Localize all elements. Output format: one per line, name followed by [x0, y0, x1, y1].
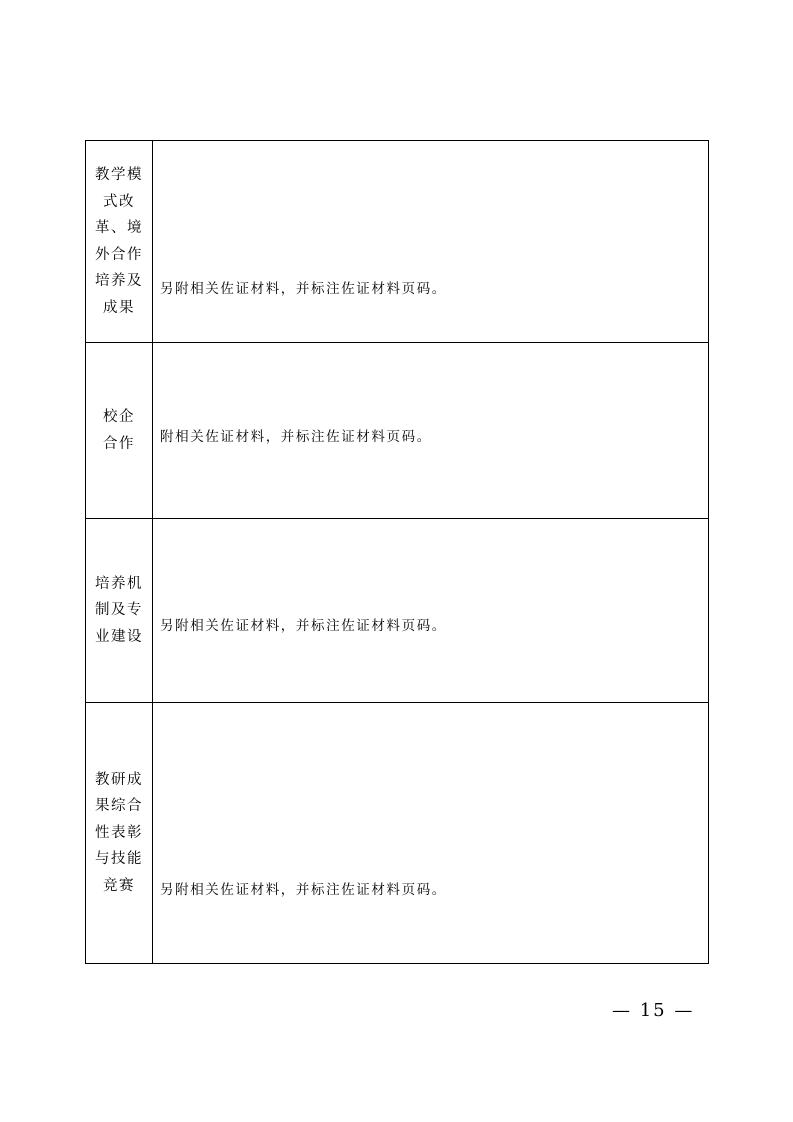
row-research-achievements [86, 703, 709, 964]
page-number: — 15 — [612, 1000, 695, 1021]
evidence-note: 另附相关佐证材料，并标注佐证材料页码。 [160, 618, 447, 634]
content-cell-teaching-reform[interactable] [153, 141, 709, 343]
label-cell-research-achievements [86, 703, 153, 964]
row-training-mechanism [86, 519, 709, 703]
evidence-note: 附相关佐证材料，并标注佐证材料页码。 [160, 429, 432, 445]
row-label: 校企合作 [103, 409, 135, 452]
label-cell-teaching-reform [86, 141, 153, 343]
content-cell-school-enterprise[interactable] [153, 343, 709, 519]
row-teaching-reform [86, 141, 709, 343]
row-label: 培养机制及专业建设 [95, 575, 143, 645]
content-cell-training-mechanism[interactable] [153, 519, 709, 703]
row-label: 教学模式改革、境外合作培养及成果 [95, 167, 143, 316]
row-label: 教研成果综合性表彰与技能竞赛 [95, 771, 143, 894]
label-cell-training-mechanism [86, 519, 153, 703]
form-table [85, 140, 709, 964]
evidence-note: 另附相关佐证材料，并标注佐证材料页码。 [160, 281, 447, 297]
evidence-note: 另附相关佐证材料，并标注佐证材料页码。 [160, 882, 447, 898]
row-school-enterprise [86, 343, 709, 519]
content-cell-research-achievements[interactable] [153, 703, 709, 964]
label-cell-school-enterprise [86, 343, 153, 519]
